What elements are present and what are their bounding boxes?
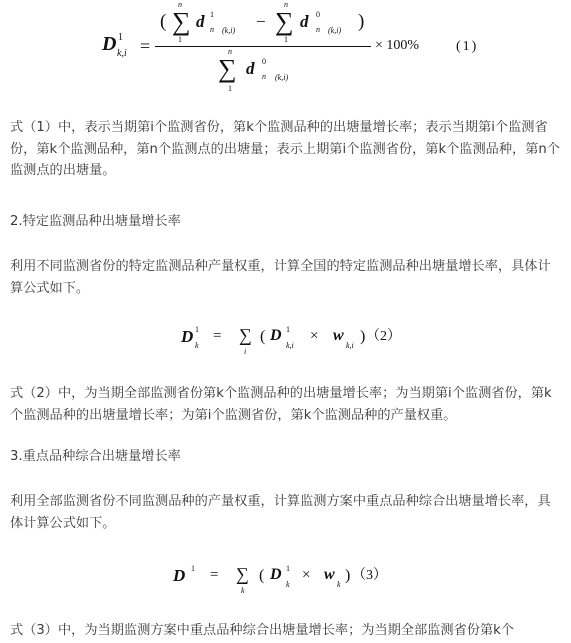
eq2-equals: = — [213, 328, 222, 344]
eq1-d-3-sub-n: n — [262, 72, 266, 81]
equation-2 — [0, 310, 571, 360]
eq1-d-1-sub-ki: (k,i) — [222, 26, 236, 35]
eq2-w-sub: k,i — [346, 341, 354, 350]
eq1-sum-1-top: n — [178, 0, 182, 9]
eq1-d-3: d — [246, 59, 255, 78]
paragraph-1: 式（1）中，表示当期第i个监测省份，第k个监测品种的出塘量增长率；表示当期第i个监测省份，第k个监测品种，第n个监测点的出塘量；表示上期第i个监测省份，第k个监测品种，第n个监测点的出塘量。 — [10, 120, 560, 178]
eq2-lhs-sub: k — [195, 341, 199, 350]
eq3-open: ( — [259, 567, 265, 584]
eq1-d-3-sub-ki: (k,i) — [275, 73, 289, 82]
paragraph-2: 利用不同监测省份的特定监测品种产量权重，计算全国的特定监测品种出塘量增长率，具体计算公式如下。 — [10, 259, 551, 296]
eq2-number: （2） — [366, 329, 401, 344]
eq1-lhs-sup: 1 — [118, 32, 123, 43]
eq2-sum: ∑ — [239, 325, 252, 345]
eq3-sum: ∑ — [236, 564, 249, 584]
eq3-w: w — [324, 566, 335, 583]
eq1-sum-3: ∑ — [218, 54, 237, 83]
eq1-sum-2-top: n — [284, 0, 288, 9]
eq1-d-2-sub-ki: (k,i) — [328, 26, 342, 35]
eq1-d-1-sup: 1 — [210, 10, 214, 19]
eq1-d-1: d — [196, 12, 205, 31]
eq2-lhs-sup: 1 — [195, 325, 199, 334]
eq2-w: w — [333, 327, 344, 344]
eq1-lhs-sub: k,i — [117, 48, 127, 59]
eq1-number: (1) — [456, 39, 479, 54]
eq1-times-percent: × 100% — [375, 38, 420, 53]
eq2-close: ) — [360, 328, 366, 345]
eq3-inner-sub: k — [286, 580, 290, 589]
eq3-sum-sub: k — [241, 586, 245, 595]
eq1-d-3-sup: 0 — [262, 57, 266, 66]
paragraph-4: 利用全部监测省份不同监测品种的产量权重，计算监测方案中重点品种综合出塘量增长率，具体计算公式如下。 — [10, 494, 551, 531]
eq3-w-sub: k — [337, 580, 341, 589]
eq2-inner-d: D — [270, 327, 282, 344]
eq1-d-1-sub-n: n — [210, 25, 214, 34]
eq1-fraction-bar — [155, 46, 371, 47]
eq3-lhs-symbol: D — [173, 566, 186, 585]
eq1-d-2-sub-n: n — [316, 25, 320, 34]
eq3-inner-d: D — [270, 566, 282, 583]
eq3-number: （3） — [352, 568, 387, 583]
paragraph-5: 式（3）中，为当期监测方案中重点品种综合出塘量增长率；为当期全部监测省份第k个 — [10, 623, 514, 638]
eq1-close-paren: ) — [358, 11, 365, 32]
eq2-inner-sub: k,i — [286, 341, 294, 350]
eq1-open-paren: ( — [160, 11, 167, 32]
eq1-d-2-sup: 0 — [316, 10, 320, 19]
eq1-sum-2: ∑ — [275, 7, 294, 36]
eq1-minus: − — [256, 12, 266, 31]
paragraph-3: 式（2）中，为当期全部监测省份第k个监测品种的出塘量增长率；为当期第i个监测省份，第k个监测品种的出塘量增长率；为第i个监测省份，第k个监测品种的产量权重。 — [10, 386, 552, 423]
eq2-open: ( — [260, 328, 266, 345]
eq3-equals: = — [210, 567, 219, 583]
eq3-inner-sup: 1 — [286, 564, 290, 573]
eq1-sum-1: ∑ — [172, 7, 191, 36]
heading-2: 2.特定监测品种出塘量增长率 — [10, 214, 181, 229]
eq2-inner-sup: 1 — [286, 325, 290, 334]
eq2-times: × — [310, 328, 319, 344]
heading-3: 3.重点品种综合出塘量增长率 — [10, 449, 181, 464]
eq1-lhs-symbol: D — [102, 33, 117, 55]
eq1-sum-2-bottom: 1 — [284, 35, 288, 44]
eq3-close: ) — [345, 567, 351, 584]
eq2-sum-sub: i — [244, 347, 247, 356]
eq1-equals: = — [140, 36, 151, 56]
eq1-sum-3-top: n — [228, 47, 232, 56]
eq3-lhs-sup: 1 — [191, 564, 195, 573]
eq1-sum-3-bottom: 1 — [228, 84, 232, 93]
eq1-d-2: d — [300, 12, 309, 31]
equation-1 — [0, 0, 571, 100]
eq2-lhs-symbol: D — [181, 327, 194, 346]
equation-3 — [0, 557, 571, 607]
eq1-sum-1-bottom: 1 — [178, 35, 182, 44]
eq3-times: × — [302, 567, 311, 583]
